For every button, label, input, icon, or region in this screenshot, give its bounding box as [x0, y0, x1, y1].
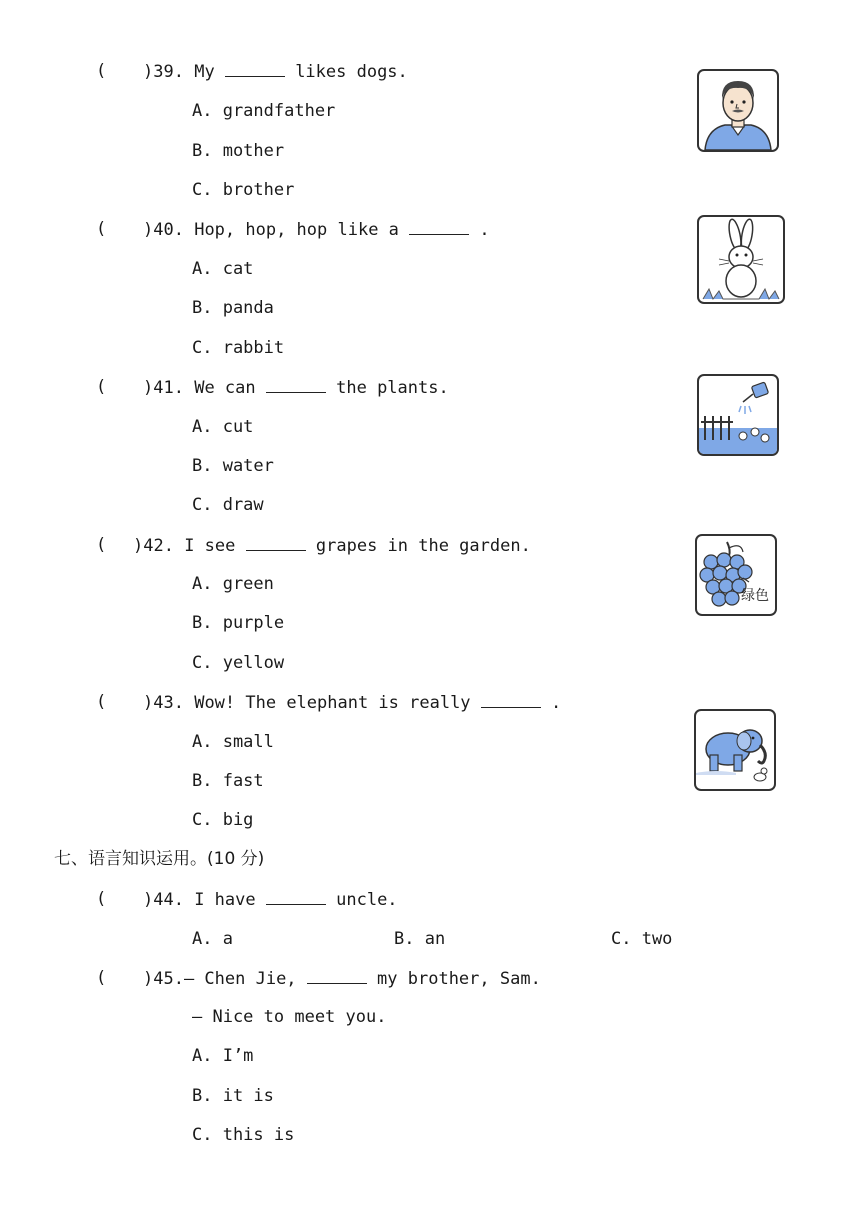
option-c: C. two — [611, 929, 673, 949]
option-a: A. green — [192, 574, 274, 594]
answer-blank[interactable] — [481, 691, 541, 708]
answer-paren[interactable]: ( — [96, 535, 107, 555]
watering-can-icon — [697, 374, 779, 456]
question-text: Wow! The elephant is really — [194, 693, 471, 713]
option-a: A. a — [192, 929, 233, 949]
answer-blank[interactable] — [409, 218, 469, 235]
answer-blank[interactable] — [225, 60, 285, 77]
answer-blank[interactable] — [246, 534, 306, 551]
question-text: We can — [194, 378, 256, 398]
option-b: B. purple — [192, 613, 285, 633]
elephant-icon — [694, 709, 776, 791]
option-a: A. I’m — [192, 1046, 254, 1066]
question-number: )40. — [143, 220, 184, 240]
dialogue-reply: — Nice to meet you. — [192, 1007, 387, 1027]
question-text: I see — [184, 536, 236, 556]
question-text: My — [194, 62, 215, 82]
answer-paren[interactable]: ( — [96, 968, 107, 988]
grapes-icon — [695, 534, 777, 616]
question-42 — [133, 534, 531, 557]
option-b: B. water — [192, 456, 274, 476]
option-b: B. fast — [192, 771, 264, 791]
question-text: Hop, hop, hop like a — [194, 220, 399, 240]
answer-blank[interactable] — [266, 888, 326, 905]
answer-paren[interactable]: ( — [96, 377, 107, 397]
question-text: — Chen Jie, — [183, 969, 297, 989]
section-title: 七、语言知识运用。(10 分) — [54, 849, 265, 869]
question-text: grapes in the garden. — [315, 536, 531, 556]
answer-blank[interactable] — [266, 376, 326, 393]
option-c: C. yellow — [192, 653, 285, 673]
answer-paren[interactable]: ( — [96, 889, 107, 909]
answer-paren[interactable]: ( — [96, 692, 107, 712]
option-b: B. mother — [192, 141, 285, 161]
question-45 — [143, 967, 541, 990]
option-b: B. it is — [192, 1086, 274, 1106]
question-39 — [143, 60, 408, 83]
question-number: )42. — [133, 536, 174, 556]
question-text: likes dogs. — [295, 62, 408, 82]
option-b: B. an — [394, 929, 446, 949]
option-a: A. grandfather — [192, 101, 336, 121]
option-b: B. panda — [192, 298, 274, 318]
question-number: )43. — [143, 693, 184, 713]
option-a: A. cat — [192, 259, 254, 279]
grapes-label: 绿色 — [741, 588, 769, 604]
question-number: )44. — [143, 890, 184, 910]
answer-paren[interactable]: ( — [96, 61, 107, 81]
question-text: the plants. — [336, 378, 449, 398]
question-41 — [143, 376, 449, 399]
question-40 — [143, 218, 490, 241]
question-44 — [143, 888, 398, 911]
option-c: C. draw — [192, 495, 264, 515]
option-c: C. brother — [192, 180, 295, 200]
rabbit-icon — [697, 215, 785, 304]
question-number: )39. — [143, 62, 184, 82]
option-a: A. small — [192, 732, 274, 752]
option-c: C. big — [192, 810, 254, 830]
question-number: )41. — [143, 378, 184, 398]
question-text: . — [551, 693, 562, 713]
answer-blank[interactable] — [307, 967, 367, 984]
question-text: . — [479, 220, 490, 240]
answer-paren[interactable]: ( — [96, 219, 107, 239]
option-a: A. cut — [192, 417, 254, 437]
question-text: I have — [194, 890, 256, 910]
grandfather-icon — [697, 69, 779, 152]
question-43 — [143, 691, 561, 714]
question-text: uncle. — [336, 890, 398, 910]
question-number: )45. — [143, 969, 184, 989]
option-c: C. this is — [192, 1125, 295, 1145]
option-c: C. rabbit — [192, 338, 285, 358]
question-text: my brother, Sam. — [377, 969, 541, 989]
